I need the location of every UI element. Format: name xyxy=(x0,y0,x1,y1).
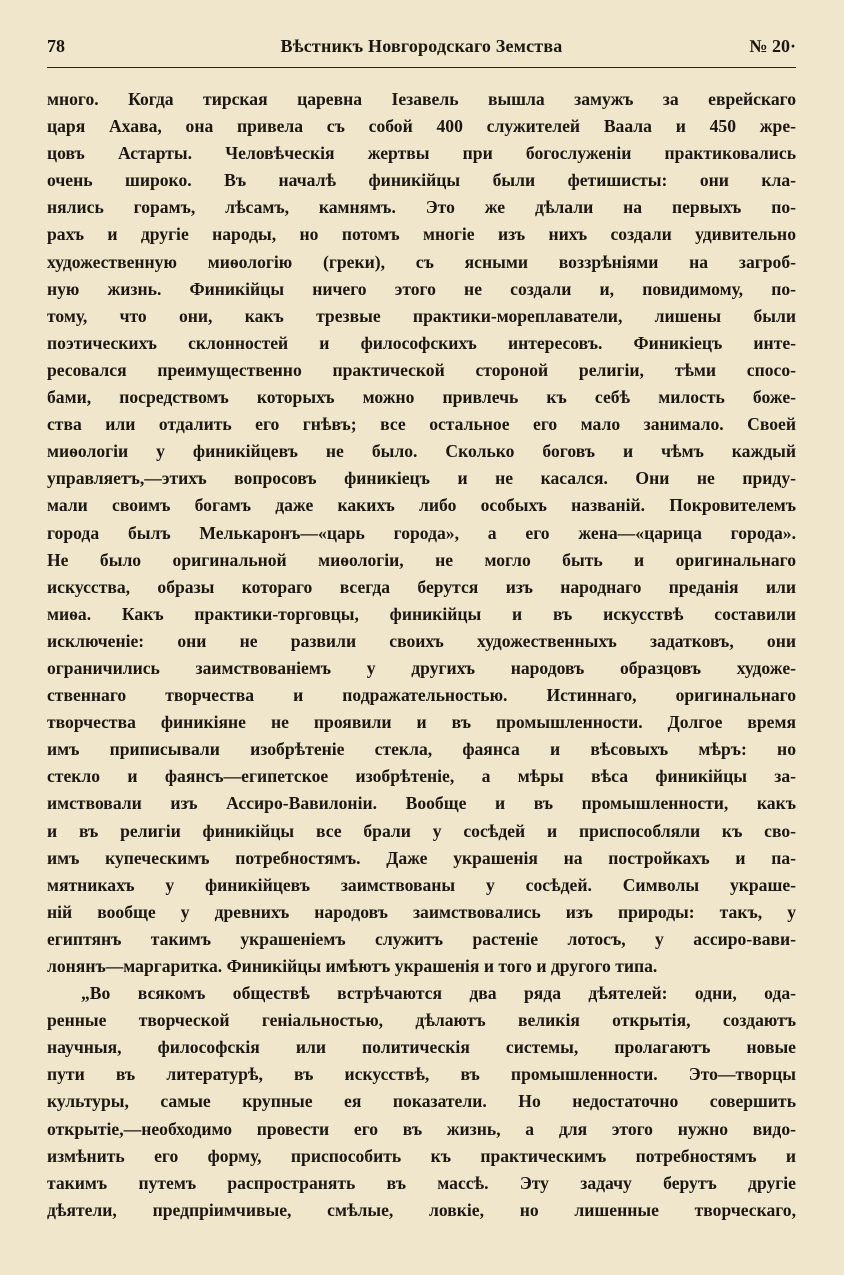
text-line: пути въ литературѣ, въ искусствѣ, въ промышленности. Это—творцы xyxy=(47,1064,796,1085)
journal-title: Вѣстникъ Новгородскаго Земства xyxy=(280,36,563,56)
page-number: 78 xyxy=(47,36,65,56)
text-line: стекло и фаянсъ—египетское изобрѣтенiе, а мѣры вѣса финикiйцы за- xyxy=(47,766,796,787)
text-line: очень широко. Въ началѣ финикiйцы были фетишисты: они кла- xyxy=(47,170,796,191)
text-line: ства или отдалить его гнѣвъ; все остальное его мало занимало. Своей xyxy=(47,414,796,435)
text-line: имъ приписывали изобрѣтенiе стекла, фаянса и вѣсовыхъ мѣръ: но xyxy=(47,739,796,760)
text-line: нялись горамъ, лѣсамъ, камнямъ. Это же дѣлали на первыхъ по- xyxy=(47,197,796,218)
text-line: исключенiе: они не развили своихъ художественныхъ задатковъ, они xyxy=(47,630,796,651)
text-line: ственнаго творчества и подражательностью. Истиннаго, оригинальнаго xyxy=(47,685,796,706)
text-line: Не было оригинальной миѳологiи, не могло быть и оригинальнаго xyxy=(47,549,796,570)
text-line: тому, что они, какъ трезвые практики-мореплаватели, лишены были xyxy=(47,305,796,326)
text-line: нiй вообще у древнихъ народовъ заимствовались изъ природы: такъ, у xyxy=(47,901,796,922)
text-line: „Во всякомъ обществѣ встрѣчаются два ряда дѣятелей: одни, ода- xyxy=(81,983,796,1004)
text-line: управляетъ,—этихъ вопросовъ финикiецъ и не касался. Они не приду- xyxy=(47,468,796,489)
text-line: искусства, образы котораго всегда берутся изъ народнаго преданiя или xyxy=(47,576,796,597)
header-rule xyxy=(47,67,796,68)
text-line: мятникахъ у финикiйцевъ заимствованы у сосѣдей. Символы украше- xyxy=(47,874,796,895)
text-line: имствовали изъ Ассиро-Вавилонiи. Вообще и въ промышленности, какъ xyxy=(47,793,796,814)
text-line: ную жизнь. Финикiйцы ничего этого не создали и, повидимому, по- xyxy=(47,278,796,299)
text-line: бами, посредствомъ которыхъ можно привлечь къ себѣ милость боже- xyxy=(47,387,796,408)
text-line: египтянъ такимъ украшенiемъ служитъ растенiе лотосъ, у ассиро-вави- xyxy=(47,928,796,949)
text-line: творчества финикiяне не проявили и въ промышленности. Долгое время xyxy=(47,712,796,733)
text-line: миѳологiи у финикiйцевъ не было. Сколько боговъ и чѣмъ каждый xyxy=(47,441,796,462)
text-line: рахъ и другiе народы, но потомъ многiе изъ нихъ создали удивительно xyxy=(47,224,796,245)
text-line: цовъ Астарты. Человѣческiя жертвы при богослуженiи практиковались xyxy=(47,143,796,164)
text-line: лонянъ—маргаритка. Финикiйцы имѣютъ украшенiя и того и другого типа. xyxy=(47,956,658,976)
body-text xyxy=(47,86,796,1224)
text-line: открытiе,—необходимо провести его въ жизнь, а для этого нужно видо- xyxy=(47,1118,796,1139)
text-line: ренные творческой генiальностью, дѣлаютъ великiя открытiя, создаютъ xyxy=(47,1010,796,1031)
text-line: измѣнить его форму, приспособить къ практическимъ потребностямъ и xyxy=(47,1145,796,1166)
text-line: мали своимъ богамъ даже какихъ либо особыхъ названiй. Покровителемъ xyxy=(47,495,796,516)
text-line: ресовался преимущественно практической стороной религiи, тѣми спосо- xyxy=(47,359,796,380)
text-line: такимъ путемъ распространять въ массѣ. Эту задачу берутъ другiе xyxy=(47,1172,796,1193)
text-line: художественную миѳологiю (греки), съ ясными воззрѣнiями на загроб- xyxy=(47,251,796,272)
page-header xyxy=(47,36,796,62)
text-line: поэтическихъ склонностей и философскихъ интересовъ. Финикiецъ инте- xyxy=(47,332,796,353)
text-line: имъ купеческимъ потребностямъ. Даже украшенiя на постройкахъ и па- xyxy=(47,847,796,868)
text-line: и въ религiи финикiйцы все брали у сосѣдей и приспособляли къ сво- xyxy=(47,820,796,841)
text-line: дѣятели, предпрiимчивые, смѣлые, ловкiе, но лишенные творческаго, xyxy=(47,1199,796,1220)
text-line: миѳа. Какъ практики-торговцы, финикiйцы и въ искусствѣ составили xyxy=(47,603,796,624)
text-line: ограничились заимствованiемъ у другихъ народовъ образцовъ художе- xyxy=(47,657,796,678)
issue-number: № 20· xyxy=(749,36,796,56)
text-line: научныя, философскiя или политическiя системы, пролагаютъ новые xyxy=(47,1037,796,1058)
text-line: царя Ахава, она привела съ собой 400 служителей Ваала и 450 жре- xyxy=(47,116,796,137)
text-line: много. Когда тирская царевна Iезавель вышла замужъ за еврейскаго xyxy=(47,89,796,109)
text-line: города былъ Мелькаронъ—«царь города», а его жена—«царица города». xyxy=(47,522,796,543)
text-line: культуры, самые крупные ея показатели. Но недостаточно совершить xyxy=(47,1091,796,1112)
